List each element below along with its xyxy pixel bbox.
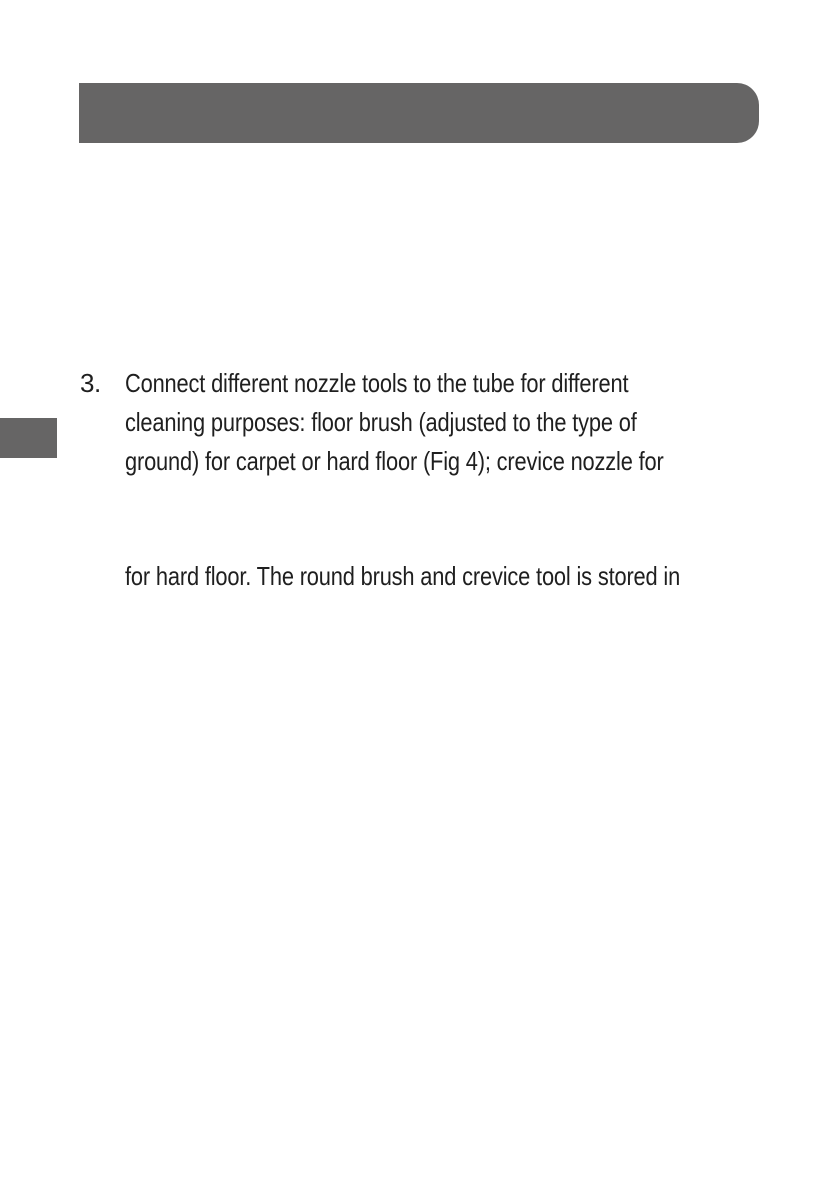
step-number: 3. (80, 368, 101, 398)
side-tab-marker (0, 418, 57, 458)
section-header-bar (79, 83, 759, 143)
step-text-line-3: ground) for carpet or hard floor (Fig 4); crevice nozzle for (125, 446, 664, 476)
step-text-line-2: cleaning purposes: floor brush (adjusted to the type of (125, 407, 637, 437)
step-text-line-1: Connect different nozzle tools to the tube for different (125, 368, 629, 398)
step-text-line-4: for hard floor. The round brush and crevice tool is stored in (125, 561, 681, 591)
